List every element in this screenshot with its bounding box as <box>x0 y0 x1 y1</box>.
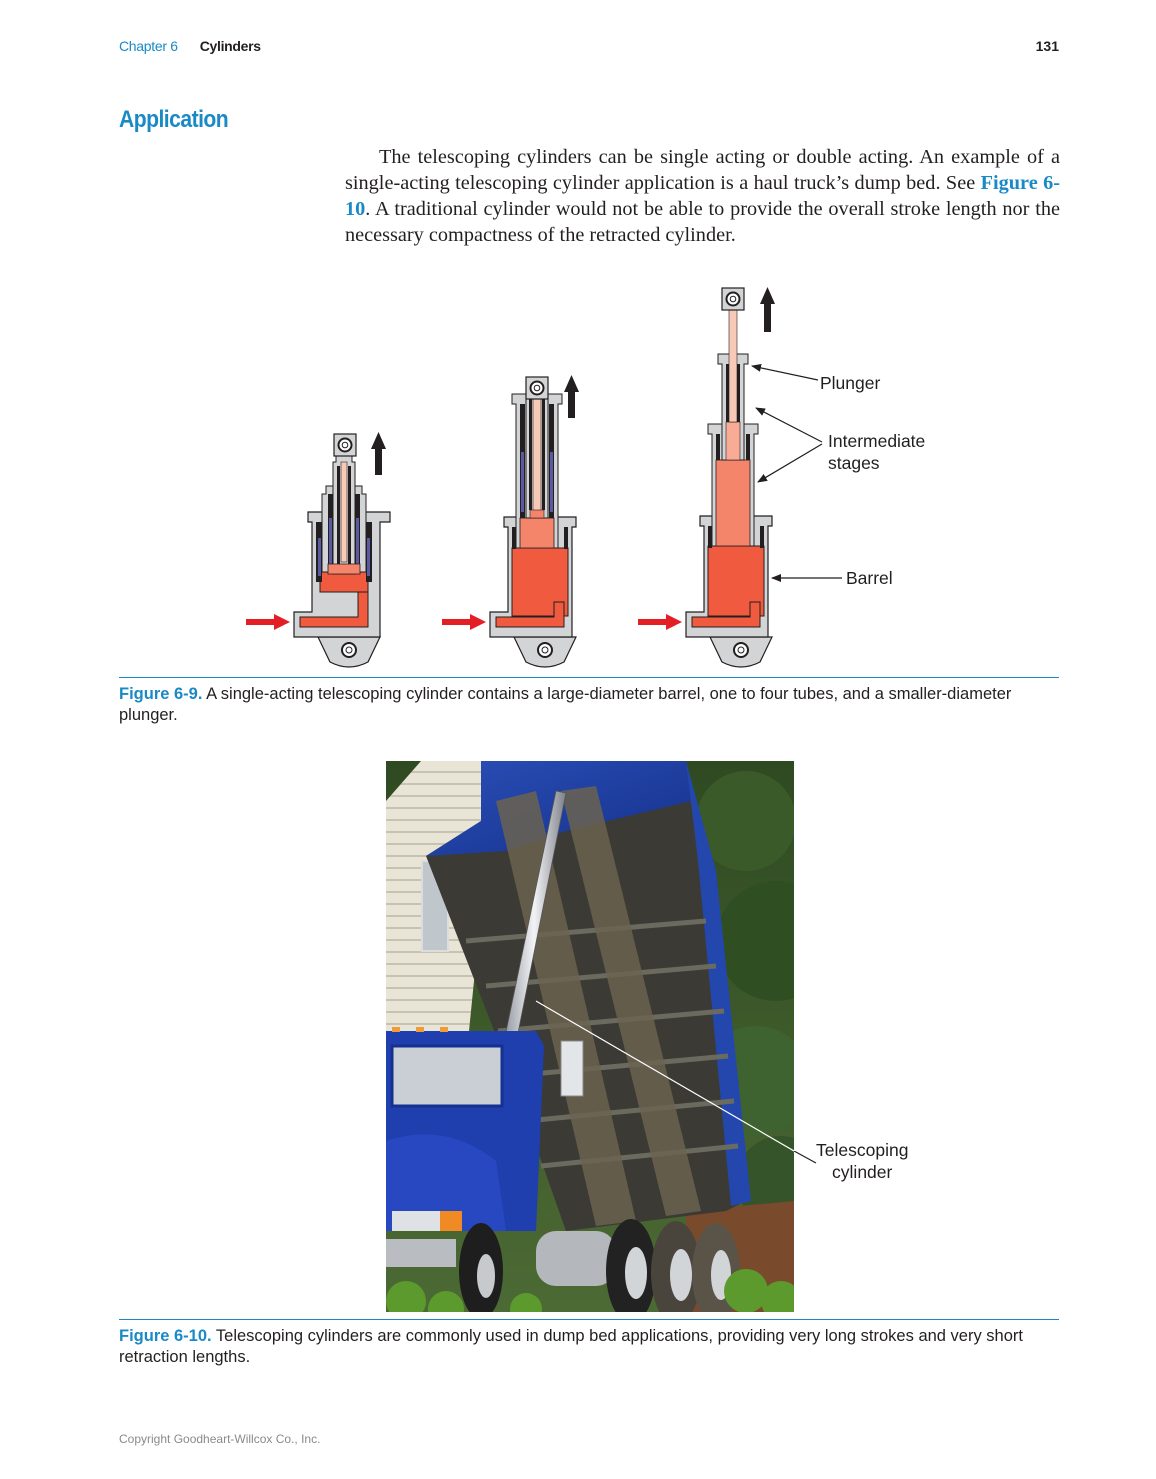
callout-intermediate-line1: Intermediate <box>828 431 926 451</box>
figure-6-10-caption <box>119 1326 1059 1368</box>
caption-rule <box>119 677 1059 678</box>
intermediate-leader-1 <box>756 408 822 442</box>
paragraph-text: . A traditional cylinder would not be able to provide the overall stroke length nor the necessary compactness of the retracted cylinder. <box>345 198 1060 246</box>
callout-line2: cylinder <box>832 1162 893 1182</box>
callout-barrel: Barrel <box>846 568 893 588</box>
caption-text: Telescoping cylinders are commonly used in dump bed applications, providing very long strokes and very short retraction lengths. <box>119 1327 1023 1366</box>
figure-6-9-diagram <box>230 282 950 674</box>
chapter-label: Chapter 6 <box>119 38 178 54</box>
cylinder-partially-extended <box>442 375 579 667</box>
intermediate-leader-2 <box>758 444 822 482</box>
telescoping-cylinder-diagram <box>230 282 950 674</box>
figure-label: Figure 6-9. <box>119 685 203 703</box>
cylinder-retracted <box>246 432 390 667</box>
copyright-footer: Copyright Goodheart-Willcox Co., Inc. <box>119 1432 321 1446</box>
section-heading: Application <box>119 106 229 133</box>
body-paragraph <box>345 144 1060 248</box>
paragraph-text: The telescoping cylinders can be single acting or double acting. An example of a single-acting telescoping cylinder application is a haul truck’s dump bed. See <box>345 146 1060 194</box>
callout-line1: Telescoping <box>816 1140 909 1160</box>
running-head <box>119 38 1059 58</box>
cylinder-fully-extended <box>638 287 842 667</box>
figure-6-9-caption <box>119 684 1059 726</box>
figure-label: Figure 6-10. <box>119 1327 212 1345</box>
callout-intermediate-stages <box>828 430 925 474</box>
callout-telescoping-cylinder <box>816 1139 908 1183</box>
callout-intermediate-line2: stages <box>828 453 880 473</box>
dump-truck-illustration <box>386 761 794 1312</box>
caption-rule <box>119 1319 1059 1320</box>
callout-leader-extension <box>794 1151 818 1165</box>
dump-truck-photo <box>386 761 794 1312</box>
page-number: 131 <box>1035 38 1059 54</box>
figure-reference-link[interactable]: Figure 6-10 <box>345 172 1060 220</box>
callout-plunger: Plunger <box>820 373 881 393</box>
plunger-leader <box>752 366 818 380</box>
caption-text: A single-acting telescoping cylinder contains a large-diameter barrel, one to four tubes, and a smaller-diameter plunger. <box>119 685 1012 724</box>
chapter-title: Cylinders <box>199 38 261 54</box>
